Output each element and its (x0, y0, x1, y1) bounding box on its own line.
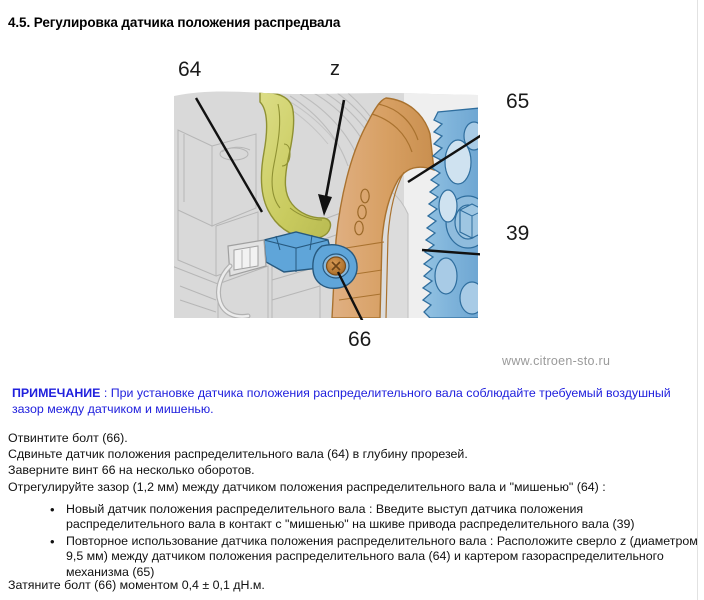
callout-label-64: 64 (178, 58, 202, 81)
site-watermark: www.citroen-sto.ru (502, 354, 611, 368)
list-item (8, 502, 698, 533)
instructions-block (8, 430, 698, 495)
note-separator: : (100, 386, 111, 400)
instruction-line: Сдвиньте датчик положения распределительного вала (64) в глубину прорезей. (8, 447, 468, 462)
list-item-text: Повторное использование датчика положения распределительного вала : Расположите сверло z (диаметром 9,5 мм) между датчиком положения распределительного вала (64) и картером газораспределительного механизма (65) (66, 533, 698, 579)
figure-container (172, 36, 632, 376)
callout-label-65: 65 (506, 90, 530, 113)
callout-label-z: z (330, 58, 340, 80)
bullet-marker: • (50, 502, 55, 517)
instruction-bullet-list (8, 502, 698, 581)
callout-label-39: 39 (506, 222, 530, 245)
note-label: ПРИМЕЧАНИЕ (12, 386, 101, 400)
closing-instruction: Затяните болт (66) моментом 0,4 ± 0,1 дН.м. (8, 578, 265, 592)
instruction-line: Отвинтите болт (66). (8, 431, 128, 445)
bullet-marker: • (50, 533, 55, 549)
list-item (8, 534, 698, 580)
note-block (12, 386, 680, 417)
page-title: 4.5. Регулировка датчика положения распредвала (8, 15, 341, 31)
note-text: При установке датчика положения распределительного вала соблюдайте требуемый воздушный зазор между датчиком и мишенью. (12, 386, 671, 416)
list-item-text: Новый датчик положения распределительного вала : Введите выступ датчика положения распределительного вала в контакт с "мишенью" на шкиве привода распределительного вала (39) (66, 502, 635, 532)
instruction-line: Отрегулируйте зазор (1,2 мм) между датчиком положения распределительного вала и "мишенью" (64) : (8, 479, 606, 494)
camshaft-sensor-illustration (172, 90, 480, 320)
instruction-line: Заверните винт 66 на несколько оборотов. (8, 463, 255, 478)
callout-label-66: 66 (348, 328, 372, 351)
